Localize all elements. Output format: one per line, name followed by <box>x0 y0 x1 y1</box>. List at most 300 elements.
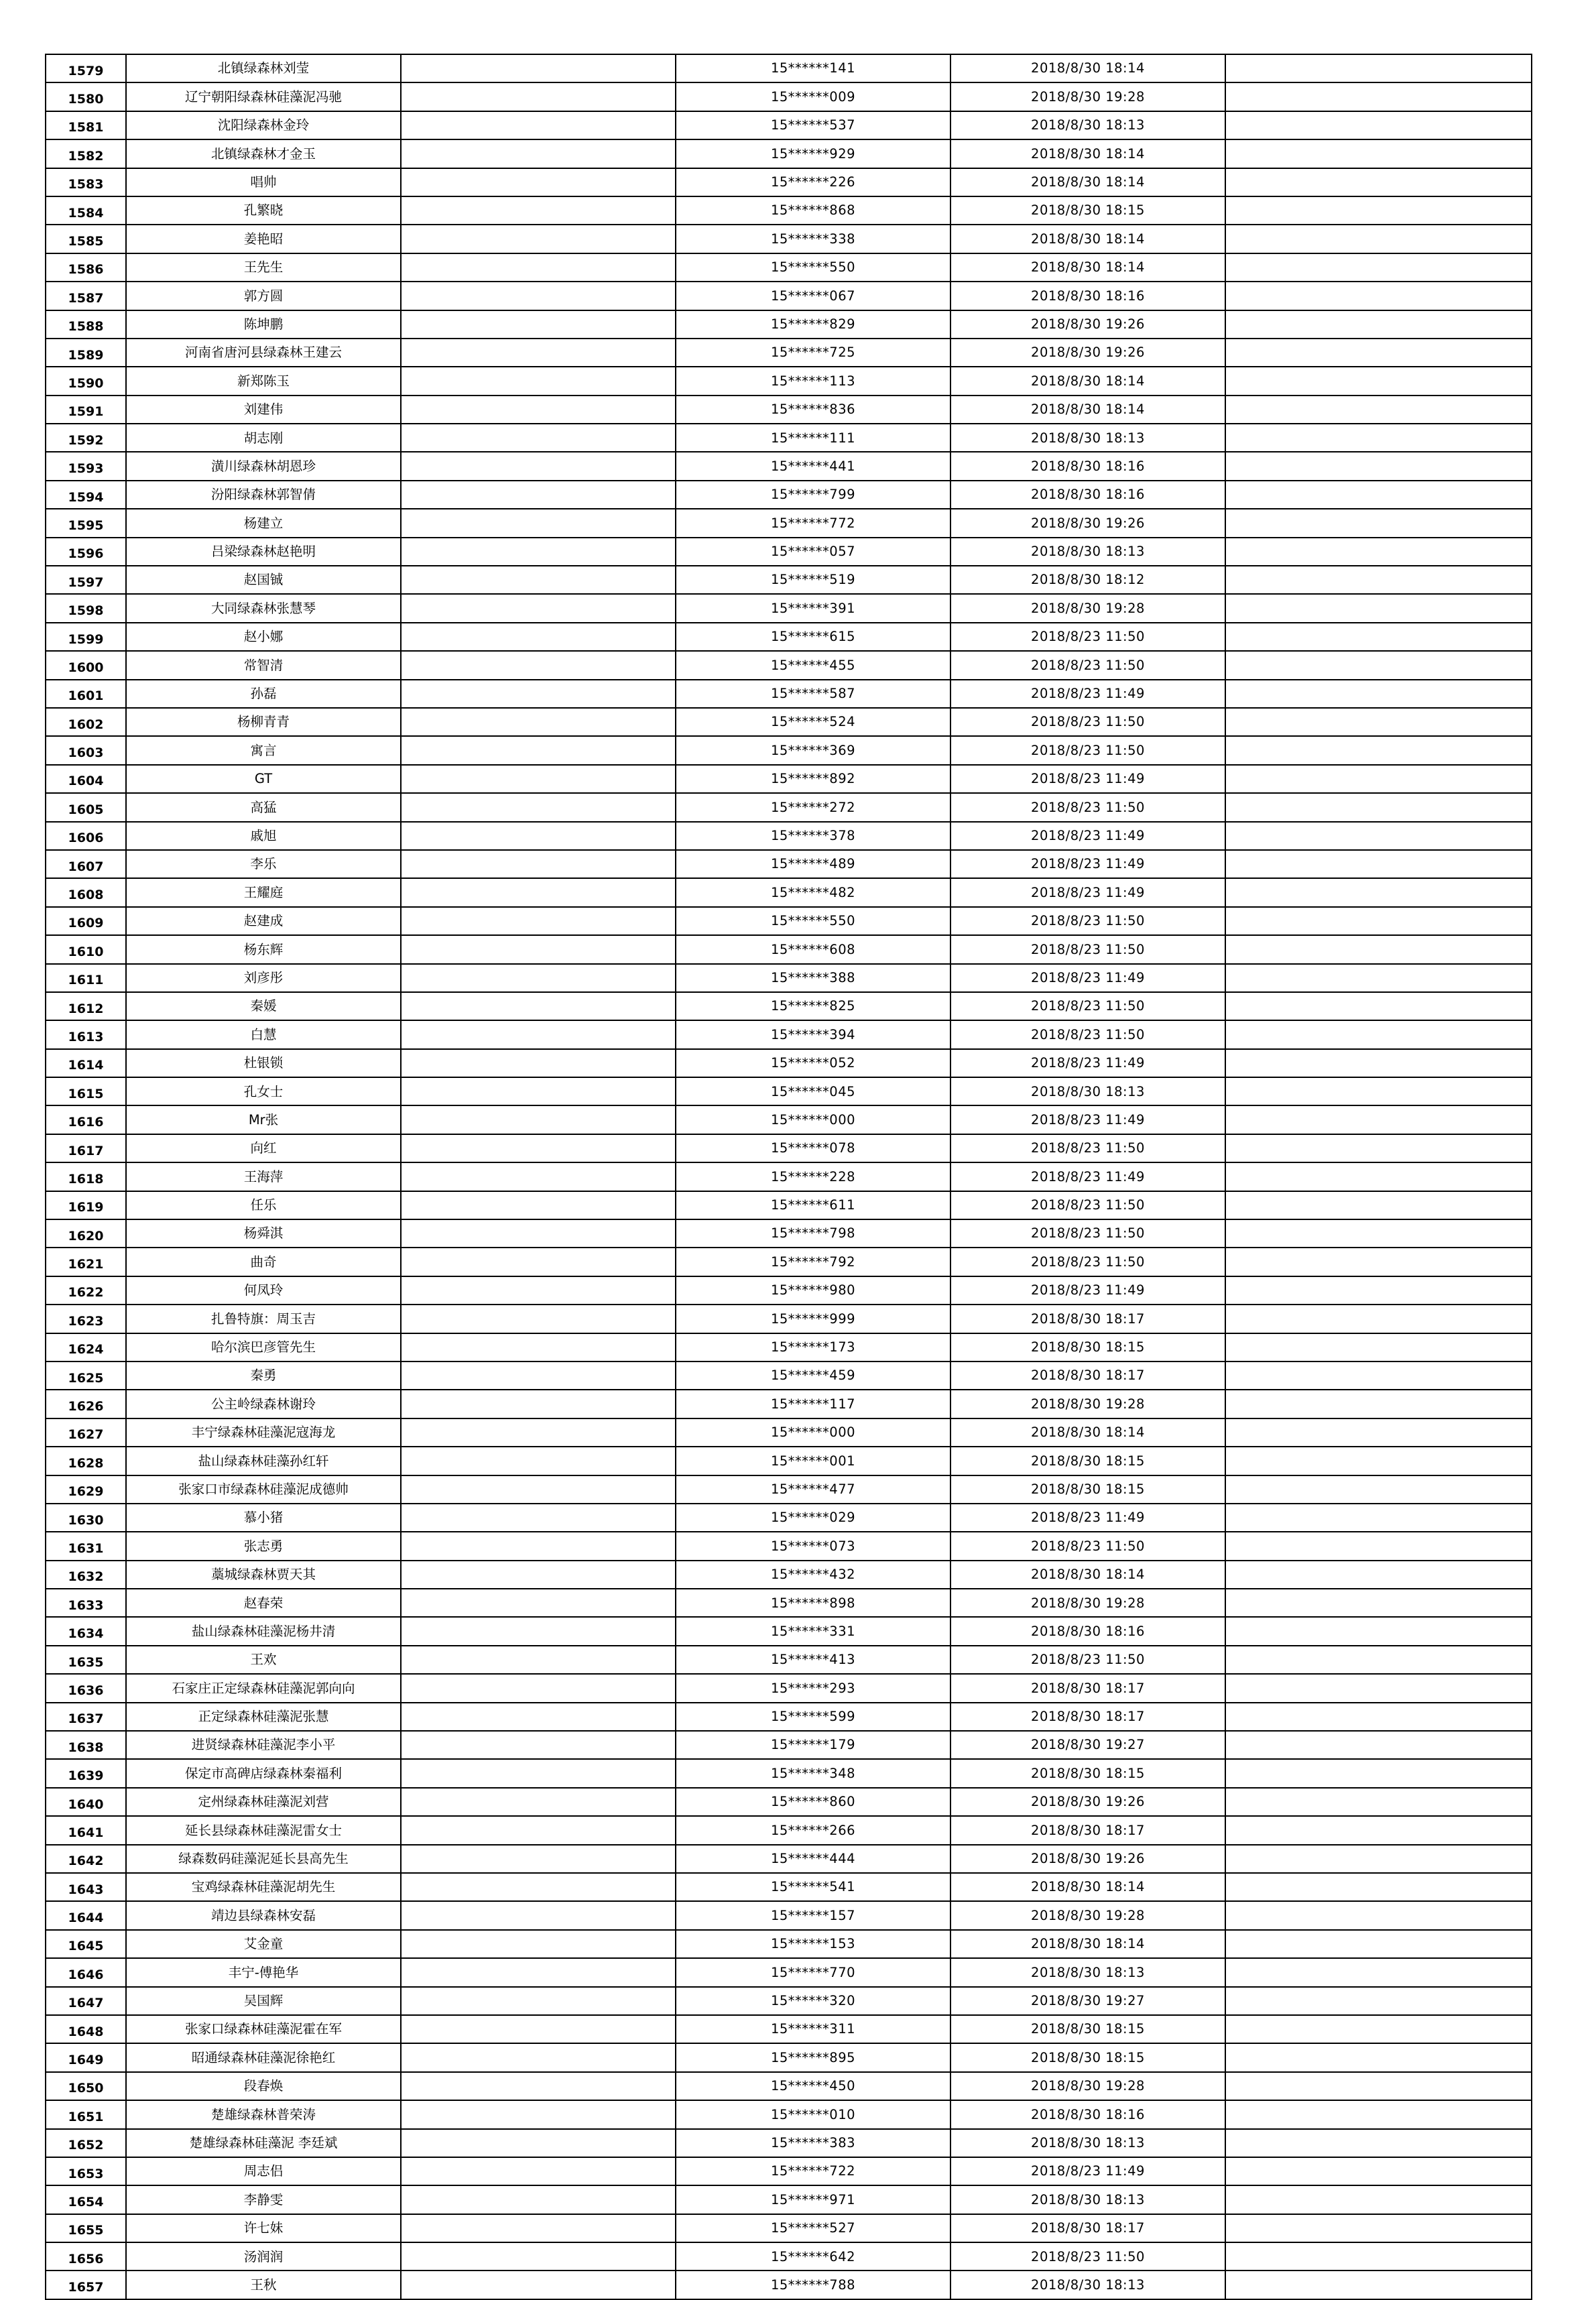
table-row <box>46 1447 1532 1475</box>
row-number: 1633 <box>68 1597 104 1613</box>
table-row <box>46 1788 1532 1816</box>
row-number: 1616 <box>68 1115 104 1130</box>
time-cell: 2018/8/30 18:17 <box>950 1361 1225 1390</box>
extra-cell <box>1225 1361 1532 1390</box>
extra-cell <box>1225 964 1532 992</box>
name-cell: 唱帅 <box>126 168 401 196</box>
time-cell: 2018/8/23 11:49 <box>950 1162 1225 1191</box>
table-row <box>46 1589 1532 1617</box>
row-number-cell <box>46 1305 126 1333</box>
table-row <box>46 367 1532 395</box>
phone-cell: 15******293 <box>676 1674 950 1702</box>
name-cell: 戚旭 <box>126 822 401 850</box>
time-cell: 2018/8/30 18:15 <box>950 1759 1225 1787</box>
remark-cell <box>401 1788 676 1816</box>
name-cell: 楚雄绿森林普荣涛 <box>126 2100 401 2128</box>
remark-cell <box>401 1845 676 1873</box>
row-number-cell <box>46 54 126 82</box>
table-row <box>46 1873 1532 1901</box>
name-cell: 石家庄正定绿森林硅藻泥郭向向 <box>126 1674 401 1702</box>
row-number: 1625 <box>68 1370 104 1386</box>
extra-cell <box>1225 2072 1532 2100</box>
row-number-cell <box>46 1333 126 1361</box>
phone-cell: 15******450 <box>676 2072 950 2100</box>
row-number-cell <box>46 1987 126 2015</box>
phone-cell: 15******527 <box>676 2214 950 2242</box>
row-number: 1593 <box>68 461 104 477</box>
table-row <box>46 2072 1532 2100</box>
table-row <box>46 139 1532 168</box>
time-cell: 2018/8/30 19:27 <box>950 1987 1225 2015</box>
extra-cell <box>1225 225 1532 253</box>
table-row <box>46 111 1532 139</box>
time-cell: 2018/8/30 18:15 <box>950 196 1225 225</box>
row-number-cell <box>46 1447 126 1475</box>
name-cell: 段春焕 <box>126 2072 401 2100</box>
phone-cell: 15******587 <box>676 680 950 708</box>
remark-cell <box>401 1759 676 1787</box>
time-cell: 2018/8/23 11:50 <box>950 992 1225 1020</box>
name-cell: 秦勇 <box>126 1361 401 1390</box>
extra-cell <box>1225 2015 1532 2043</box>
row-number: 1619 <box>68 1200 104 1215</box>
row-number-cell <box>46 878 126 906</box>
row-number-cell <box>46 680 126 708</box>
row-number: 1630 <box>68 1512 104 1528</box>
name-cell: 北镇绿森林才金玉 <box>126 139 401 168</box>
row-number: 1609 <box>68 916 104 931</box>
name-cell: 许七妹 <box>126 2214 401 2242</box>
remark-cell <box>401 1504 676 1532</box>
phone-cell: 15******394 <box>676 1020 950 1048</box>
row-number: 1622 <box>68 1285 104 1300</box>
row-number-cell <box>46 225 126 253</box>
phone-cell: 15******799 <box>676 481 950 509</box>
records-table <box>45 54 1532 2300</box>
time-cell: 2018/8/23 11:50 <box>950 651 1225 679</box>
name-cell: 吕梁绿森林赵艳明 <box>126 538 401 566</box>
time-cell: 2018/8/23 11:50 <box>950 1219 1225 1248</box>
table-row <box>46 594 1532 622</box>
row-number: 1604 <box>68 774 104 789</box>
time-cell: 2018/8/30 18:15 <box>950 1475 1225 1504</box>
time-cell: 2018/8/23 11:49 <box>950 1049 1225 1077</box>
table-row <box>46 1901 1532 1929</box>
extra-cell <box>1225 935 1532 963</box>
row-number: 1603 <box>68 745 104 761</box>
row-number: 1591 <box>68 404 104 420</box>
extra-cell <box>1225 1447 1532 1475</box>
phone-cell: 15******432 <box>676 1561 950 1589</box>
table-row <box>46 2214 1532 2242</box>
extra-cell <box>1225 1561 1532 1589</box>
extra-cell <box>1225 1703 1532 1731</box>
remark-cell <box>401 196 676 225</box>
table-row <box>46 225 1532 253</box>
phone-cell: 15******331 <box>676 1617 950 1645</box>
row-number: 1611 <box>68 973 104 988</box>
extra-cell <box>1225 850 1532 878</box>
table-row <box>46 82 1532 111</box>
remark-cell <box>401 680 676 708</box>
time-cell: 2018/8/30 18:15 <box>950 2015 1225 2043</box>
row-number: 1643 <box>68 1882 104 1897</box>
name-cell: GT <box>126 765 401 793</box>
table-row <box>46 1703 1532 1731</box>
phone-cell: 15******141 <box>676 54 950 82</box>
row-number-cell <box>46 1873 126 1901</box>
extra-cell <box>1225 2129 1532 2157</box>
name-cell: 任乐 <box>126 1191 401 1219</box>
row-number-cell <box>46 2214 126 2242</box>
table-row <box>46 765 1532 793</box>
name-cell: 何凤玲 <box>126 1276 401 1305</box>
table-row <box>46 2185 1532 2214</box>
remark-cell <box>401 1305 676 1333</box>
row-number-cell <box>46 1390 126 1418</box>
row-number: 1601 <box>68 688 104 704</box>
name-cell: 靖边县绿森林安磊 <box>126 1901 401 1929</box>
time-cell: 2018/8/23 11:49 <box>950 680 1225 708</box>
row-number: 1654 <box>68 2194 104 2210</box>
row-number-cell <box>46 2043 126 2071</box>
table-row <box>46 2271 1532 2299</box>
extra-cell <box>1225 992 1532 1020</box>
row-number-cell <box>46 1816 126 1844</box>
phone-cell: 15******173 <box>676 1333 950 1361</box>
time-cell: 2018/8/30 19:27 <box>950 1731 1225 1759</box>
extra-cell <box>1225 1646 1532 1674</box>
phone-cell: 15******524 <box>676 708 950 736</box>
phone-cell: 15******825 <box>676 992 950 1020</box>
remark-cell <box>401 1077 676 1105</box>
phone-cell: 15******413 <box>676 1646 950 1674</box>
name-cell: 丰宁绿森林硅藻泥寇海龙 <box>126 1418 401 1447</box>
remark-cell <box>401 424 676 452</box>
row-number-cell <box>46 594 126 622</box>
row-number: 1653 <box>68 2166 104 2181</box>
name-cell: 汤润润 <box>126 2242 401 2271</box>
phone-cell: 15******550 <box>676 907 950 935</box>
phone-cell: 15******078 <box>676 1134 950 1162</box>
name-cell: 保定市高碑店绿森林秦福利 <box>126 1759 401 1787</box>
name-cell: 艾金童 <box>126 1930 401 1958</box>
table-row <box>46 1958 1532 1986</box>
row-number-cell <box>46 1532 126 1560</box>
row-number: 1631 <box>68 1541 104 1556</box>
time-cell: 2018/8/30 18:17 <box>950 1674 1225 1702</box>
time-cell: 2018/8/23 11:49 <box>950 822 1225 850</box>
extra-cell <box>1225 1020 1532 1048</box>
row-number-cell <box>46 481 126 509</box>
phone-cell: 15******642 <box>676 2242 950 2271</box>
extra-cell <box>1225 2185 1532 2214</box>
time-cell: 2018/8/30 18:12 <box>950 566 1225 594</box>
remark-cell <box>401 1162 676 1191</box>
row-number-cell <box>46 992 126 1020</box>
remark-cell <box>401 2271 676 2299</box>
table-row <box>46 282 1532 310</box>
remark-cell <box>401 1617 676 1645</box>
row-number: 1649 <box>68 2053 104 2068</box>
extra-cell <box>1225 2214 1532 2242</box>
extra-cell <box>1225 282 1532 310</box>
row-number-cell <box>46 139 126 168</box>
name-cell: 哈尔滨巴彦管先生 <box>126 1333 401 1361</box>
phone-cell: 15******537 <box>676 111 950 139</box>
table-row <box>46 793 1532 821</box>
extra-cell <box>1225 1049 1532 1077</box>
row-number: 1645 <box>68 1939 104 1954</box>
table-row <box>46 54 1532 82</box>
name-cell: 胡志刚 <box>126 424 401 452</box>
time-cell: 2018/8/30 18:15 <box>950 1333 1225 1361</box>
row-number: 1582 <box>68 148 104 164</box>
table-row <box>46 2157 1532 2185</box>
name-cell: 汾阳绿森林郭智倩 <box>126 481 401 509</box>
extra-cell <box>1225 196 1532 225</box>
phone-cell: 15******860 <box>676 1788 950 1816</box>
extra-cell <box>1225 1816 1532 1844</box>
phone-cell: 15******179 <box>676 1731 950 1759</box>
time-cell: 2018/8/30 18:14 <box>950 54 1225 82</box>
name-cell: 楚雄绿森林硅藻泥 李廷斌 <box>126 2129 401 2157</box>
table-row <box>46 1134 1532 1162</box>
phone-cell: 15******599 <box>676 1703 950 1731</box>
name-cell: 周志侣 <box>126 2157 401 2185</box>
table-row <box>46 2242 1532 2271</box>
time-cell: 2018/8/23 11:50 <box>950 623 1225 651</box>
remark-cell <box>401 54 676 82</box>
row-number: 1652 <box>68 2138 104 2153</box>
phone-cell: 15******052 <box>676 1049 950 1077</box>
remark-cell <box>401 964 676 992</box>
remark-cell <box>401 1674 676 1702</box>
remark-cell <box>401 708 676 736</box>
table-row <box>46 1504 1532 1532</box>
phone-cell: 15******459 <box>676 1361 950 1390</box>
table-row <box>46 339 1532 367</box>
phone-cell: 15******153 <box>676 1930 950 1958</box>
time-cell: 2018/8/23 11:50 <box>950 793 1225 821</box>
phone-cell: 15******029 <box>676 1504 950 1532</box>
row-number: 1618 <box>68 1171 104 1187</box>
extra-cell <box>1225 367 1532 395</box>
name-cell: 丰宁-傅艳华 <box>126 1958 401 1986</box>
time-cell: 2018/8/30 18:16 <box>950 2100 1225 2128</box>
row-number: 1607 <box>68 859 104 874</box>
row-number-cell <box>46 282 126 310</box>
table-row <box>46 1248 1532 1276</box>
row-number-cell <box>46 935 126 963</box>
row-number: 1638 <box>68 1740 104 1755</box>
row-number: 1636 <box>68 1683 104 1698</box>
extra-cell <box>1225 1532 1532 1560</box>
table-row <box>46 1191 1532 1219</box>
row-number-cell <box>46 651 126 679</box>
row-number: 1608 <box>68 888 104 903</box>
remark-cell <box>401 992 676 1020</box>
time-cell: 2018/8/23 11:50 <box>950 935 1225 963</box>
row-number-cell <box>46 1617 126 1645</box>
row-number-cell <box>46 1276 126 1305</box>
remark-cell <box>401 481 676 509</box>
row-number-cell <box>46 1589 126 1617</box>
remark-cell <box>401 310 676 339</box>
remark-cell <box>401 850 676 878</box>
phone-cell: 15******929 <box>676 139 950 168</box>
remark-cell <box>401 1105 676 1134</box>
name-cell: 郭方圆 <box>126 282 401 310</box>
extra-cell <box>1225 1475 1532 1504</box>
table-row <box>46 1418 1532 1447</box>
name-cell: 姜艳昭 <box>126 225 401 253</box>
table-row <box>46 566 1532 594</box>
table-row <box>46 1162 1532 1191</box>
row-number: 1614 <box>68 1058 104 1073</box>
extra-cell <box>1225 2271 1532 2299</box>
extra-cell <box>1225 111 1532 139</box>
row-number-cell <box>46 822 126 850</box>
extra-cell <box>1225 1162 1532 1191</box>
extra-cell <box>1225 481 1532 509</box>
row-number: 1656 <box>68 2251 104 2266</box>
remark-cell <box>401 878 676 906</box>
extra-cell <box>1225 1276 1532 1305</box>
row-number-cell <box>46 310 126 339</box>
name-cell: 延长县绿森林硅藻泥雷女士 <box>126 1816 401 1844</box>
row-number: 1641 <box>68 1825 104 1840</box>
table-row <box>46 2043 1532 2071</box>
row-number-cell <box>46 509 126 537</box>
phone-cell: 15******722 <box>676 2157 950 2185</box>
time-cell: 2018/8/30 18:17 <box>950 1703 1225 1731</box>
phone-cell: 15******226 <box>676 168 950 196</box>
row-number-cell <box>46 850 126 878</box>
table-row <box>46 538 1532 566</box>
row-number: 1583 <box>68 177 104 192</box>
phone-cell: 15******001 <box>676 1447 950 1475</box>
phone-cell: 15******444 <box>676 1845 950 1873</box>
row-number-cell <box>46 623 126 651</box>
table-row <box>46 1617 1532 1645</box>
name-cell: 常智清 <box>126 651 401 679</box>
extra-cell <box>1225 1759 1532 1787</box>
name-cell: 扎鲁特旗：周玉吉 <box>126 1305 401 1333</box>
name-cell: 潢川绿森林胡恩珍 <box>126 452 401 480</box>
remark-cell <box>401 367 676 395</box>
row-number-cell <box>46 1788 126 1816</box>
time-cell: 2018/8/30 18:14 <box>950 367 1225 395</box>
name-cell: 白慧 <box>126 1020 401 1048</box>
remark-cell <box>401 2015 676 2043</box>
extra-cell <box>1225 1731 1532 1759</box>
table-row <box>46 253 1532 282</box>
table-row <box>46 1077 1532 1105</box>
extra-cell <box>1225 1589 1532 1617</box>
phone-cell: 15******999 <box>676 1305 950 1333</box>
phone-cell: 15******868 <box>676 196 950 225</box>
table-row <box>46 424 1532 452</box>
remark-cell <box>401 594 676 622</box>
phone-cell: 15******489 <box>676 850 950 878</box>
time-cell: 2018/8/30 19:26 <box>950 509 1225 537</box>
phone-cell: 15******320 <box>676 1987 950 2015</box>
remark-cell <box>401 1646 676 1674</box>
row-number-cell <box>46 1646 126 1674</box>
name-cell: 王欢 <box>126 1646 401 1674</box>
remark-cell <box>401 1248 676 1276</box>
remark-cell <box>401 1390 676 1418</box>
row-number-cell <box>46 566 126 594</box>
extra-cell <box>1225 509 1532 537</box>
extra-cell <box>1225 1134 1532 1162</box>
row-number: 1602 <box>68 717 104 732</box>
row-number-cell <box>46 2185 126 2214</box>
remark-cell <box>401 1475 676 1504</box>
table-row <box>46 509 1532 537</box>
name-cell: 张家口市绿森林硅藻泥成德帅 <box>126 1475 401 1504</box>
table-row <box>46 452 1532 480</box>
time-cell: 2018/8/30 18:14 <box>950 1873 1225 1901</box>
row-number: 1628 <box>68 1455 104 1471</box>
row-number-cell <box>46 1504 126 1532</box>
table-row <box>46 935 1532 963</box>
row-number: 1620 <box>68 1228 104 1244</box>
table-row <box>46 1361 1532 1390</box>
extra-cell <box>1225 2157 1532 2185</box>
time-cell: 2018/8/23 11:50 <box>950 907 1225 935</box>
name-cell: 寓言 <box>126 736 401 764</box>
row-number: 1623 <box>68 1313 104 1329</box>
time-cell: 2018/8/30 18:17 <box>950 1816 1225 1844</box>
extra-cell <box>1225 594 1532 622</box>
row-number-cell <box>46 708 126 736</box>
remark-cell <box>401 1731 676 1759</box>
table-row <box>46 1930 1532 1958</box>
row-number: 1584 <box>68 205 104 221</box>
phone-cell: 15******391 <box>676 594 950 622</box>
row-number: 1586 <box>68 262 104 278</box>
name-cell: 宝鸡绿森林硅藻泥胡先生 <box>126 1873 401 1901</box>
row-number-cell <box>46 1020 126 1048</box>
extra-cell <box>1225 168 1532 196</box>
time-cell: 2018/8/23 11:50 <box>950 708 1225 736</box>
time-cell: 2018/8/30 18:14 <box>950 1930 1225 1958</box>
name-cell: 盐山绿森林硅藻泥杨井清 <box>126 1617 401 1645</box>
extra-cell <box>1225 1930 1532 1958</box>
phone-cell: 15******369 <box>676 736 950 764</box>
extra-cell <box>1225 396 1532 424</box>
extra-cell <box>1225 566 1532 594</box>
name-cell: 辽宁朝阳绿森林硅藻泥冯驰 <box>126 82 401 111</box>
remark-cell <box>401 1703 676 1731</box>
time-cell: 2018/8/30 18:13 <box>950 111 1225 139</box>
remark-cell <box>401 736 676 764</box>
time-cell: 2018/8/30 19:28 <box>950 82 1225 111</box>
extra-cell <box>1225 1901 1532 1929</box>
row-number: 1627 <box>68 1427 104 1443</box>
row-number-cell <box>46 907 126 935</box>
phone-cell: 15******057 <box>676 538 950 566</box>
extra-cell <box>1225 538 1532 566</box>
time-cell: 2018/8/30 18:16 <box>950 481 1225 509</box>
time-cell: 2018/8/30 18:13 <box>950 2271 1225 2299</box>
name-cell: 刘彦彤 <box>126 964 401 992</box>
table-row <box>46 1020 1532 1048</box>
time-cell: 2018/8/23 11:50 <box>950 1248 1225 1276</box>
time-cell: 2018/8/30 18:16 <box>950 452 1225 480</box>
